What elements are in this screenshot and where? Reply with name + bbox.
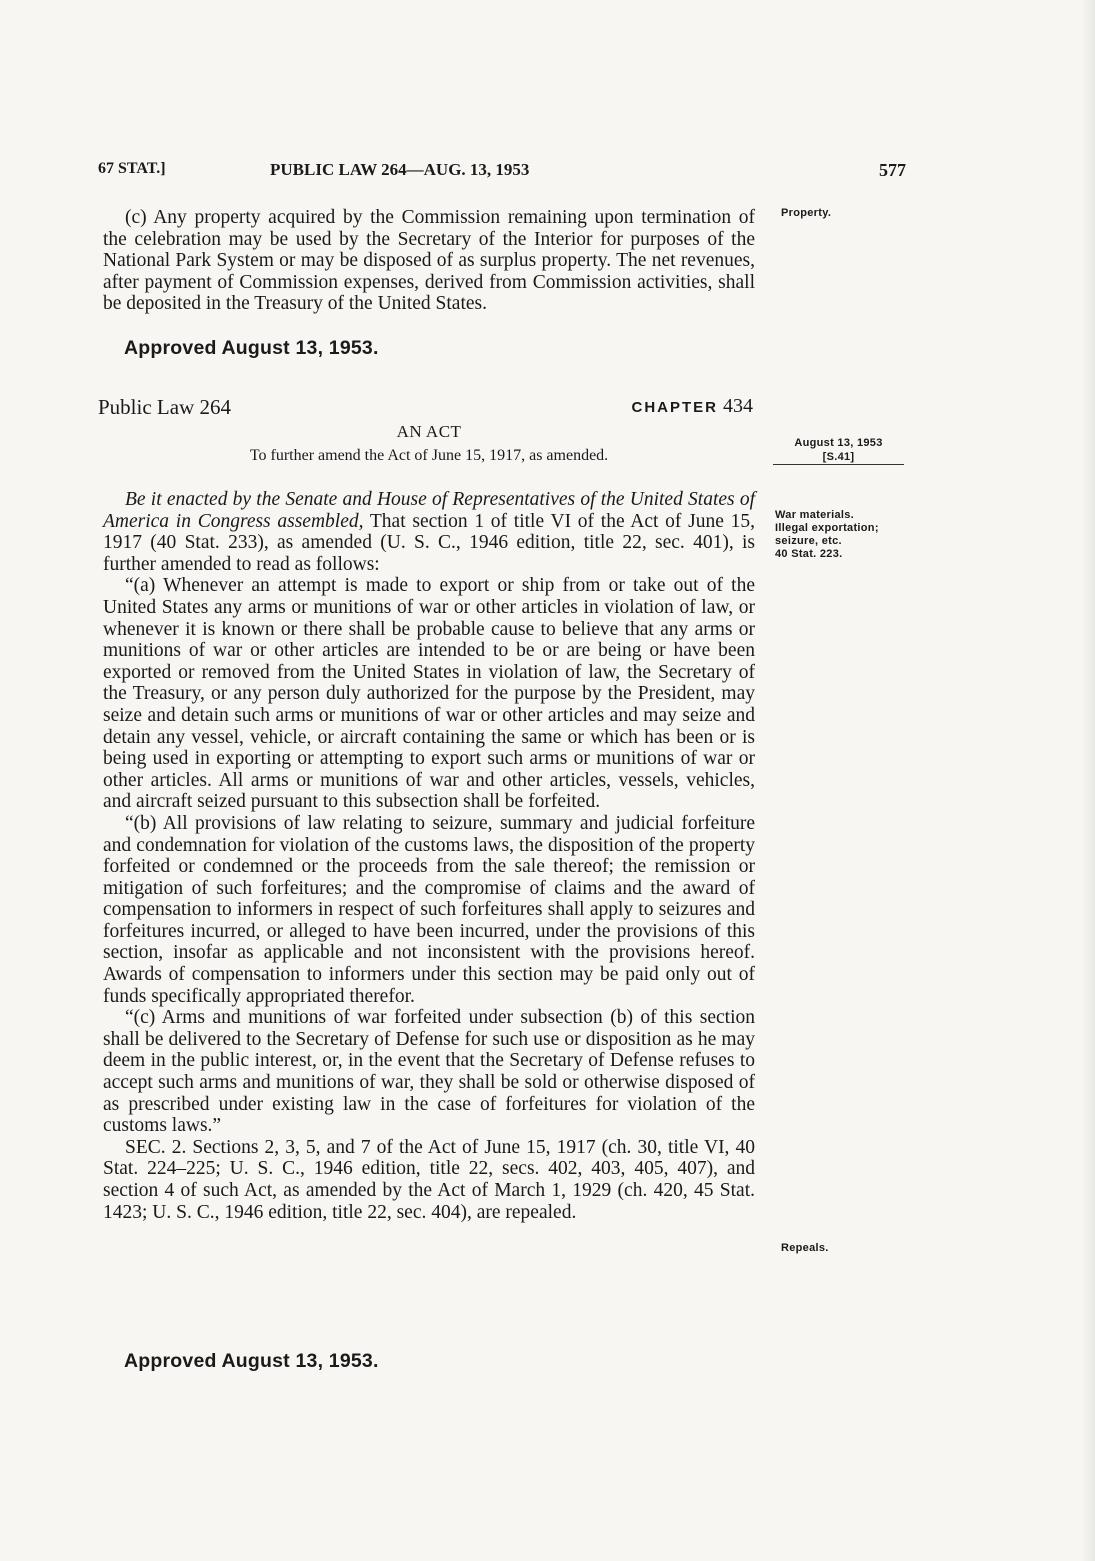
chapter-number: 434 [723,395,753,417]
act-body [103,489,755,1223]
chapter-label: CHAPTER [631,399,718,416]
approval-line-2: Approved August 13, 1953. [124,1350,379,1372]
running-header [98,160,906,184]
header-law-title: PUBLIC LAW 264—AUG. 13, 1953 [270,160,530,179]
chapter-heading [631,395,753,418]
section-1-intro: That section 1 of title VI of the Act of June 15, 1917 (40 Stat. 233), as amended (U. S. C., 1946 edition, title 22, sec. 401), is further amended to read as follows: [103,510,755,575]
subsection-b: “(b) All provisions of law relating to seizure, summary and judicial forfeiture and condemnation for violation of the customs laws, the disposition of the property forfeited or condemned or the proceeds from the sale thereof; the remission or mitigation of such forfeitures; and the compromise of claims and the award of compensation to informers in respect of such forfeitures shall apply to seizures and forfeitures incurred, or alleged to have been incurred, under the provisions of this section, insofar as applicable and not inconsistent with the provisions hereof. Awards of compensation to informers under this section may be paid only out of funds specifically appropriated therefor. [103,812,755,1007]
section-c-block [103,207,755,315]
law-heading [98,395,753,421]
page-number: 577 [879,160,906,180]
page-edge-shadow [1081,0,1095,1561]
margin-note-property: Property. [781,207,832,219]
margin-note-war-materials [775,509,905,561]
approval-line-1: Approved August 13, 1953. [124,337,379,359]
war-note-line-3: 40 Stat. 223. [775,548,843,560]
margin-note-date [773,437,904,465]
section-1-paragraph [103,489,755,575]
bill-number: [S.41] [773,451,904,465]
section-c-text: (c) Any property acquired by the Commission remaining upon termination of the celebration may be used by the Secretary of the Interior for purposes of the National Park System or may be disposed of as surplus property. The net revenues, after payment of Commission expenses, derived from Commission activities, shall be deposited in the Treasury of the United States. [103,207,755,315]
header-stat: 67 STAT.] [98,160,166,177]
war-note-line-2: Illegal exportation; seizure, etc. [775,522,879,547]
act-purpose: To further amend the Act of June 15, 1917, as amended. [249,447,609,464]
act-title: AN ACT [396,422,462,441]
subsection-c: “(c) Arms and munitions of war forfeited under subsection (b) of this section shall be delivered to the Secretary of Defense for such use or disposition as he may deem in the public interest, or, in the event that the Secretary of Defense refuses to accept such arms and munitions of war, they shall be sold or otherwise disposed of as prescribed under existing law in the case of forfeitures for violation of the customs laws.” [103,1007,755,1137]
enacting-clause: Be it enacted by the Senate and House of Representatives of the United States of America in Congress assembled, [103,489,755,532]
public-law-number: Public Law 264 [98,395,231,419]
subsection-a: “(a) Whenever an attempt is made to export or ship from or take out of the United States any arms or munitions of war or other articles in violation of law, or whenever it is known or there shall be probable cause to believe that any arms or munitions of war or other articles are intended to be or are being or have been exported or removed from the United States in violation of law, the Secretary of the Treasury, or any person duly authorized for the purpose by the President, may seize and detain such arms or munitions of war or other articles and may seize and detain any vessel, vehicle, or aircraft containing the same or which has been or is being used in exporting or attempting to export such arms or munitions of war or other articles. All arms or munitions of war and other articles, vessels, vehicles, and aircraft seized pursuant to this subsection shall be forfeited. [103,575,755,813]
section-2: SEC. 2. Sections 2, 3, 5, and 7 of the Act of June 15, 1917 (ch. 30, title VI, 40 Stat. 224–225; U. S. C., 1946 edition, title 22, secs. 402, 403, 405, 407), and section 4 of such Act, as amended by the Act of March 1, 1929 (ch. 420, 45 Stat. 1423; U. S. C., 1946 edition, title 22, sec. 404), are repealed. [103,1136,755,1223]
enactment-date: August 13, 1953 [794,437,883,449]
margin-note-repeals: Repeals. [781,1242,829,1254]
war-note-line-1: War materials. [775,509,854,521]
